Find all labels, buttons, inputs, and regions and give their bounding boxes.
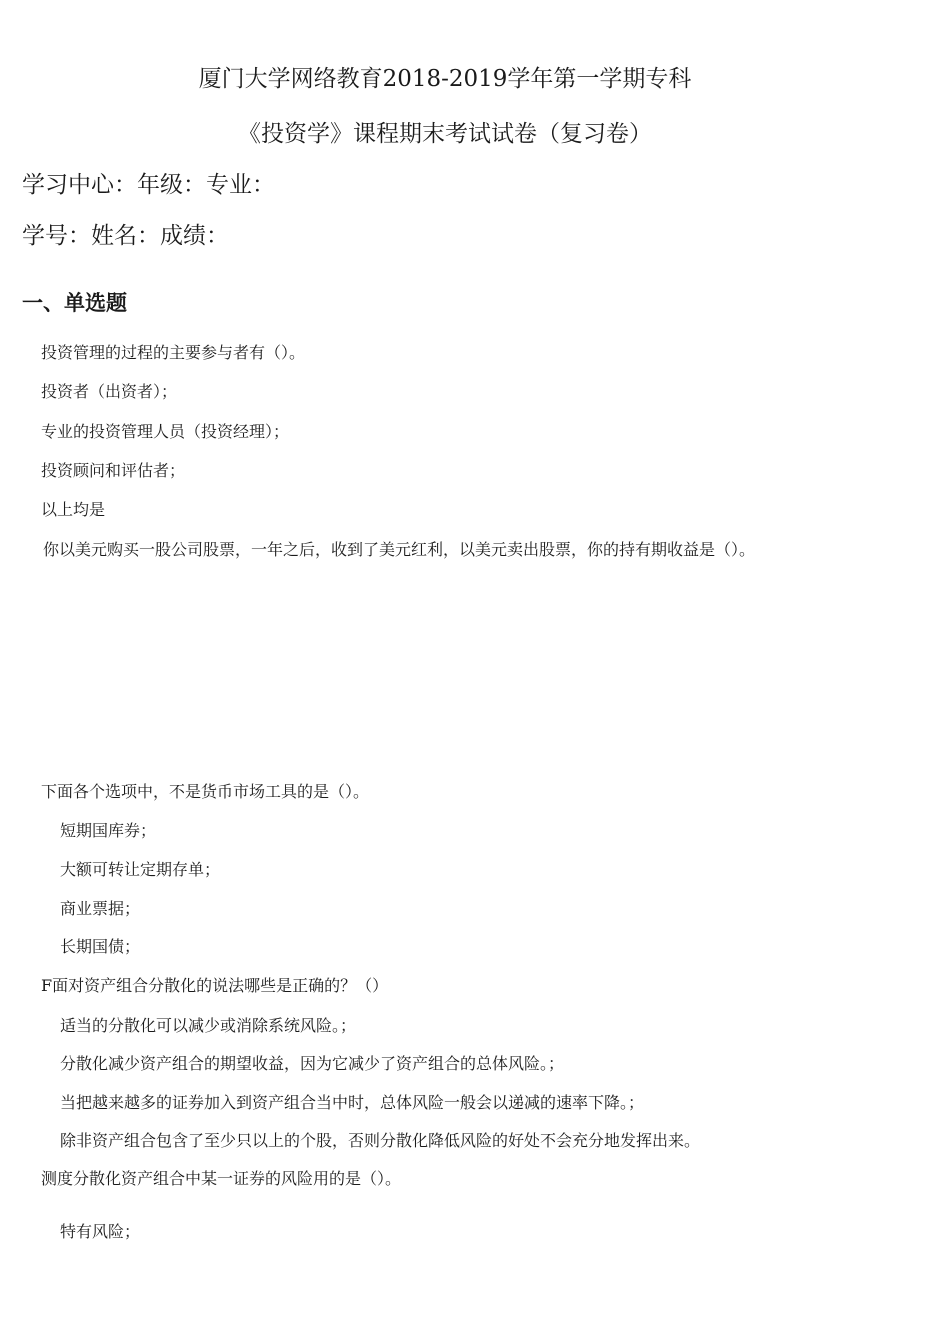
question-3-option: 短期国库券； bbox=[60, 821, 157, 840]
question-4-option: 除非资产组合包含了至少只以上的个股，否则分散化降低风险的好处不会充分地发挥出来。 bbox=[60, 1131, 701, 1150]
section-heading: 一、单选题 bbox=[22, 291, 127, 315]
exam-title: 厦门大学网络教育2018-2019学年第一学期专科 bbox=[198, 66, 692, 92]
question-1: 投资管理的过程的主要参与者有（）。 bbox=[41, 343, 306, 362]
question-1-option: 投资者（出资者）； bbox=[41, 382, 178, 401]
student-info-line-2: 学号：姓名：成绩： bbox=[22, 223, 229, 249]
question-5-option: 特有风险； bbox=[60, 1222, 141, 1241]
question-1-option: 投资顾问和评估者； bbox=[41, 461, 186, 480]
question-4: F面对资产组合分散化的说法哪些是正确的？（） bbox=[41, 976, 389, 995]
question-3: 下面各个选项中，不是货币市场工具的是（）。 bbox=[41, 782, 370, 801]
student-info-line-1: 学习中心：年级：专业： bbox=[22, 172, 275, 198]
exam-subtitle: 《投资学》课程期末考试试卷（复习卷） bbox=[238, 121, 652, 147]
question-2: 你以美元购买一股公司股票，一年之后，收到了美元红利，以美元卖出股票，你的持有期收益是（）。 bbox=[43, 540, 756, 559]
question-3-option: 商业票据； bbox=[60, 899, 141, 918]
question-3-option: 大额可转让定期存单； bbox=[60, 860, 221, 879]
question-4-option: 适当的分散化可以减少或消除系统风险。； bbox=[60, 1016, 357, 1035]
question-3-option: 长期国债； bbox=[60, 937, 141, 956]
question-1-option: 以上均是 bbox=[41, 500, 106, 519]
question-5: 测度分散化资产组合中某一证券的风险用的是（）。 bbox=[41, 1169, 402, 1188]
question-4-option: 当把越来越多的证券加入到资产组合当中时，总体风险一般会以递减的速率下降。； bbox=[60, 1093, 645, 1112]
question-4-option: 分散化减少资产组合的期望收益，因为它减少了资产组合的总体风险。； bbox=[60, 1054, 565, 1073]
question-1-option: 专业的投资管理人员（投资经理）； bbox=[41, 422, 290, 441]
